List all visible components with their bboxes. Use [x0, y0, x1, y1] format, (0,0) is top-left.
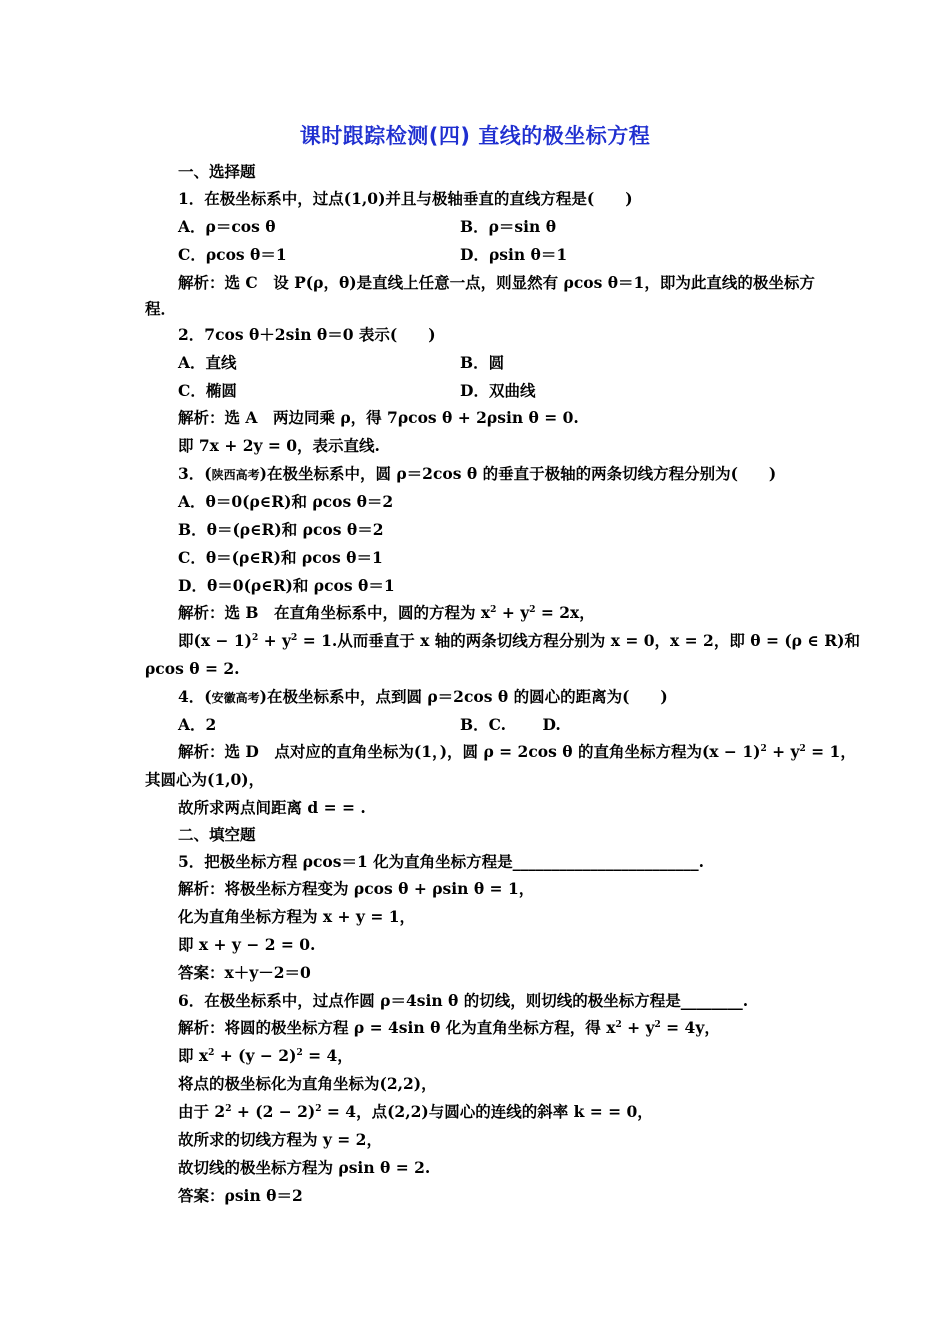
- solution-text: = 2x，: [535, 603, 595, 622]
- answer-text: x＋y－2＝0: [224, 963, 311, 982]
- superscript: 2: [296, 1048, 303, 1058]
- option-b: B．圆: [460, 353, 505, 372]
- option-a: A．2: [178, 715, 217, 734]
- solution-line: [178, 879, 534, 899]
- superscript: 2: [760, 744, 767, 754]
- solution-line: [178, 408, 579, 428]
- option-b: B．ρ＝sin θ: [460, 217, 557, 236]
- solution-text: 选 D 点对应的直角坐标为(1，)，圆 ρ = 2cos θ 的直角坐标方程为(x − 1): [224, 742, 761, 761]
- option-c: C．椭圆: [178, 381, 237, 400]
- superscript: 2: [490, 605, 497, 615]
- option-b: B．θ＝(ρ∈R)和 ρcos θ＝2: [178, 520, 384, 539]
- question-number: 4．(: [178, 687, 212, 706]
- answer-label: 答案：: [178, 1186, 225, 1205]
- answer-line: [178, 963, 311, 983]
- superscript: 2: [225, 1104, 232, 1114]
- solution-line: 化为直角坐标方程为 x + y = 1，: [178, 907, 415, 926]
- solution-text: + (2 − 2): [231, 1102, 316, 1121]
- superscript: 2: [529, 605, 536, 615]
- section-heading: 二、填空题: [178, 825, 256, 844]
- superscript: 2: [291, 633, 298, 643]
- solution-text: 选 B 在直角坐标系中，圆的方程为 x: [224, 603, 491, 622]
- solution-line: 程．: [145, 299, 177, 318]
- question-5: 5．把极坐标方程 ρcos＝1 化为直角坐标方程是________________________.: [178, 852, 705, 871]
- solution-line: [178, 1018, 720, 1038]
- question-4: [178, 687, 668, 708]
- solution-line: [178, 1046, 353, 1066]
- solution-line: 将点的极坐标化为直角坐标为(2,2)，: [178, 1074, 437, 1093]
- question-1: 1．在极坐标系中，过点(1,0)并且与极轴垂直的直线方程是( ): [178, 189, 633, 208]
- question-text: )在极坐标系中，圆 ρ＝2cos θ 的垂直于极轴的两条切线方程分别为( ): [259, 464, 777, 483]
- section-heading: 一、选择题: [178, 162, 256, 181]
- superscript: 2: [208, 1048, 215, 1058]
- solution-line: [178, 273, 815, 293]
- superscript: 2: [799, 744, 806, 754]
- solution-text: 即(x − 1): [178, 631, 252, 650]
- option-d: D．双曲线: [460, 381, 536, 400]
- solution-text: = 4y，: [660, 1018, 720, 1037]
- solution-text: 将圆的极坐标方程 ρ = 4sin θ 化为直角坐标方程，得 x: [224, 1018, 616, 1037]
- solution-label: 解析：: [178, 603, 225, 622]
- solution-text: + y: [496, 603, 530, 622]
- solution-label: 解析：: [178, 742, 225, 761]
- solution-line: 即 x + y − 2 = 0.: [178, 935, 316, 954]
- answer-label: 答案：: [178, 963, 225, 982]
- solution-label: 解析：: [178, 408, 225, 427]
- option-a: A．θ＝0(ρ∈R)和 ρcos θ＝2: [178, 492, 394, 511]
- solution-text: 即 x: [178, 1046, 209, 1065]
- option-c: C．ρcos θ＝1: [178, 245, 287, 264]
- solution-text: + y: [766, 742, 800, 761]
- option-b: B．C. D.: [460, 715, 561, 734]
- option-a: A．直线: [178, 353, 237, 372]
- solution-line: 故所求的切线方程为 y = 2，: [178, 1130, 382, 1149]
- question-2: 2．7cos θ＋2sin θ＝0 表示( ): [178, 325, 436, 344]
- solution-line: [178, 1102, 653, 1122]
- solution-line: [178, 742, 856, 762]
- solution-line: [178, 603, 595, 623]
- question-3: [178, 464, 776, 485]
- question-number: 3．(: [178, 464, 212, 483]
- question-text: )在极坐标系中，点到圆 ρ＝2cos θ 的圆心的距离为( ): [259, 687, 668, 706]
- source-tag: 陕西高考: [211, 468, 260, 482]
- solution-text: + y: [621, 1018, 655, 1037]
- question-6: 6．在极坐标系中，过点作圆 ρ＝4sin θ 的切线，则切线的极坐标方程是________.: [178, 991, 749, 1010]
- solution-label: 解析：: [178, 879, 225, 898]
- solution-text: = 4，点(2,2)与圆心的连线的斜率 k = = 0，: [321, 1102, 653, 1121]
- solution-line: 故切线的极坐标方程为 ρsin θ = 2.: [178, 1158, 431, 1177]
- solution-text: + (y − 2): [214, 1046, 297, 1065]
- solution-line: [178, 631, 860, 651]
- superscript: 2: [615, 1020, 622, 1030]
- superscript: 2: [315, 1104, 322, 1114]
- option-d: D．θ＝0(ρ∈R)和 ρcos θ＝1: [178, 576, 395, 595]
- solution-line: 其圆心为(1,0)，: [145, 770, 265, 789]
- superscript: 2: [251, 633, 259, 643]
- solution-text: 选 C 设 P(ρ，θ)是直线上任意一点，则显然有 ρcos θ＝1，即为此直线的极坐标方: [224, 273, 815, 292]
- solution-line: ρcos θ = 2.: [145, 659, 240, 678]
- page-title: 课时跟踪检测(四) 直线的极坐标方程: [299, 124, 651, 148]
- option-d: D．ρsin θ＝1: [460, 245, 568, 264]
- option-c: C．θ＝(ρ∈R)和 ρcos θ＝1: [178, 548, 383, 567]
- solution-text: 将极坐标方程变为 ρcos θ + ρsin θ = 1，: [224, 879, 535, 898]
- solution-text: = 4，: [302, 1046, 353, 1065]
- solution-text: 选 A 两边同乘 ρ，得 7ρcos θ + 2ρsin θ = 0.: [224, 408, 579, 427]
- answer-text: ρsin θ＝2: [224, 1186, 303, 1205]
- solution-text: = 1，: [805, 742, 856, 761]
- solution-text: 由于 2: [178, 1102, 226, 1121]
- option-a: A．ρ＝cos θ: [178, 217, 276, 236]
- solution-label: 解析：: [178, 273, 225, 292]
- solution-line: 即 7x + 2y = 0，表示直线.: [178, 436, 380, 455]
- solution-line: 故所求两点间距离 d = = .: [178, 798, 366, 817]
- superscript: 2: [654, 1020, 661, 1030]
- solution-label: 解析：: [178, 1018, 225, 1037]
- solution-text: + y: [258, 631, 292, 650]
- source-tag: 安徽高考: [211, 691, 260, 705]
- solution-text: = 1.从而垂直于 x 轴的两条切线方程分别为 x = 0，x = 2，即 θ = (ρ ∈ R)和: [297, 631, 860, 650]
- answer-line: [178, 1186, 303, 1206]
